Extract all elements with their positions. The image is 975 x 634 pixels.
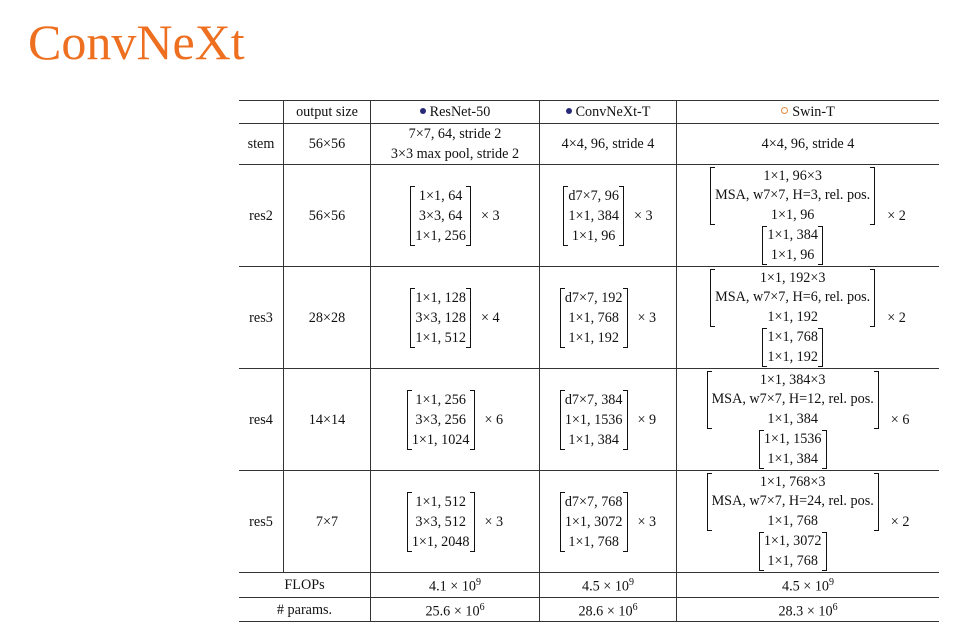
params-label: # params. [239, 597, 371, 622]
swin-a-line: MSA, w7×7, H=12, rel. pos. [711, 391, 874, 408]
bracket-corner [870, 224, 875, 225]
bracket-corner [623, 551, 628, 552]
bracket-corner [560, 390, 565, 391]
bracket-corner [822, 532, 827, 533]
resnet-line: 3×3, 256 [415, 411, 466, 428]
swin-a-block [710, 167, 875, 226]
convnext-multiplier: × 3 [637, 513, 657, 530]
bracket-corner [870, 326, 875, 327]
convnext-line: 1×1, 1536 [564, 411, 623, 428]
bracket-corner [560, 449, 565, 450]
table-row-res4 [239, 369, 939, 471]
resnet-line: 3×3, 64 [418, 207, 463, 224]
bracket-corner [874, 371, 879, 372]
bracket-corner [710, 326, 715, 327]
convnext-line: 1×1, 768 [568, 309, 619, 326]
convnext-line: 1×1, 192 [568, 329, 619, 346]
bracket-corner [466, 245, 471, 246]
bracket-corner [560, 551, 565, 552]
stage-label: res5 [239, 471, 284, 573]
header-resnet [371, 101, 540, 124]
stem-resnet-line1: 7×7, 64, stride 2 [408, 126, 502, 142]
bracket-corner [710, 269, 715, 270]
resnet-line: 1×1, 64 [418, 187, 463, 204]
convnext-block-group [560, 288, 656, 348]
swin-a-block [710, 269, 875, 328]
bracket-corner [623, 449, 628, 450]
bracket-corner [822, 430, 827, 431]
resnet-line: 1×1, 512 [415, 329, 466, 346]
swin-a-line: 1×1, 192×3 [759, 269, 826, 286]
table-row-res2 [239, 165, 939, 267]
bracket-corner [466, 288, 471, 289]
resnet-block-group [410, 288, 499, 348]
bracket-corner [874, 428, 879, 429]
swin-b-line: 1×1, 768 [767, 552, 818, 569]
bracket-corner [818, 226, 823, 227]
flops-exponent: 9 [629, 577, 635, 588]
params-resnet-value: 25.6 × 10 [425, 603, 480, 620]
swin-multiplier: × 2 [887, 310, 906, 326]
stage-resnet-cell [371, 267, 540, 369]
table-row-params [239, 597, 939, 622]
resnet-line: 1×1, 256 [415, 227, 466, 244]
swin-block-stack [710, 167, 875, 266]
swin-a-block [707, 371, 879, 430]
params-convnext-cell [540, 597, 677, 622]
swin-b-block [759, 532, 827, 571]
header-swin [677, 101, 940, 124]
bracket-corner [707, 530, 712, 531]
bracket-corner [623, 288, 628, 289]
bracket-corner [466, 347, 471, 348]
stage-swin-cell [677, 267, 940, 369]
swin-block-group [710, 167, 906, 266]
convnext-line: 1×1, 768 [568, 533, 619, 550]
bracket-corner [560, 347, 565, 348]
convnext-line: 1×1, 384 [568, 207, 619, 224]
bracket-corner [623, 492, 628, 493]
swin-multiplier: × 6 [890, 412, 910, 428]
bracket-corner [470, 390, 475, 391]
stem-size: 56×56 [284, 124, 371, 165]
bracket-corner [762, 366, 767, 367]
convnext-block [560, 288, 628, 348]
bracket-corner [818, 328, 823, 329]
swin-a-line: 1×1, 384 [767, 410, 818, 427]
bracket-corner [707, 371, 712, 372]
params-exponent: 6 [832, 601, 838, 613]
bracket-corner [707, 473, 712, 474]
swin-a-block [707, 473, 879, 532]
page-title: ConvNeXt [28, 14, 245, 70]
bracket-corner [762, 226, 767, 227]
flops-convnext-value: 4.5 × 10 [581, 578, 630, 595]
hollow-dot-icon [781, 107, 788, 114]
convnext-line: d7×7, 192 [564, 289, 623, 306]
convnext-line: d7×7, 384 [564, 391, 623, 408]
bracket-corner [407, 449, 412, 450]
convnext-multiplier: × 9 [637, 411, 657, 428]
bracket-corner [410, 288, 415, 289]
swin-a-line: 1×1, 768×3 [759, 473, 826, 490]
stem-resnet [371, 124, 540, 165]
stage-output-size: 7×7 [284, 471, 371, 573]
table-row-res3 [239, 267, 939, 369]
filled-dot-icon [420, 108, 426, 114]
resnet-block [410, 186, 471, 246]
bracket-corner [619, 245, 624, 246]
resnet-block [407, 390, 475, 450]
stage-convnext-cell [540, 471, 677, 573]
convnext-line: 1×1, 384 [568, 431, 619, 448]
stage-label: res2 [239, 165, 284, 267]
stage-resnet-cell [371, 165, 540, 267]
filled-dot-icon [566, 108, 572, 114]
swin-a-line: MSA, w7×7, H=3, rel. pos. [715, 187, 871, 204]
params-exponent: 6 [632, 601, 638, 613]
header-resnet-label: ResNet-50 [429, 104, 491, 120]
bracket-corner [410, 186, 415, 187]
bracket-corner [410, 245, 415, 246]
resnet-line: 1×1, 2048 [411, 533, 470, 550]
flops-label: FLOPs [239, 573, 371, 598]
convnext-line: d7×7, 96 [568, 187, 619, 204]
header-swin-label: Swin-T [792, 104, 835, 120]
bracket-corner [762, 328, 767, 329]
bracket-corner [560, 288, 565, 289]
bracket-corner [822, 468, 827, 469]
resnet-block [407, 492, 475, 552]
swin-b-line: 1×1, 768 [767, 329, 818, 346]
bracket-corner [619, 186, 624, 187]
swin-a-line: 1×1, 96 [770, 206, 815, 223]
flops-convnext-cell [540, 573, 677, 598]
header-convnext [540, 101, 677, 124]
convnext-block-group [563, 186, 652, 246]
flops-exponent: 9 [829, 577, 835, 588]
params-resnet-cell [371, 597, 540, 622]
swin-b-line: 1×1, 192 [767, 348, 818, 365]
bracket-corner [759, 532, 764, 533]
convnext-block [563, 186, 624, 246]
resnet-multiplier: × 3 [480, 207, 500, 224]
swin-b-line: 1×1, 384 [767, 450, 818, 467]
bracket-corner [560, 492, 565, 493]
bracket-corner [563, 186, 568, 187]
convnext-multiplier: × 3 [633, 207, 653, 224]
resnet-line: 1×1, 128 [415, 289, 466, 306]
resnet-block-group [410, 186, 499, 246]
bracket-corner [710, 167, 715, 168]
stage-swin-cell [677, 471, 940, 573]
bracket-corner [818, 366, 823, 367]
swin-a-line: 1×1, 96×3 [763, 167, 822, 184]
header-output-size: output size [284, 101, 371, 124]
swin-a-line: MSA, w7×7, H=24, rel. pos. [711, 493, 874, 510]
stage-output-size: 28×28 [284, 267, 371, 369]
resnet-block [410, 288, 471, 348]
stem-swin: 4×4, 96, stride 4 [677, 124, 940, 165]
swin-block-stack [710, 269, 875, 368]
stem-convnext: 4×4, 96, stride 4 [540, 124, 677, 165]
resnet-multiplier: × 4 [480, 309, 500, 326]
convnext-block [560, 492, 628, 552]
resnet-multiplier: × 3 [484, 513, 504, 530]
stage-swin-cell [677, 165, 940, 267]
bracket-corner [759, 570, 764, 571]
flops-exponent: 9 [476, 577, 482, 588]
header-convnext-label: ConvNeXt-T [575, 104, 651, 120]
convnext-block [560, 390, 628, 450]
bracket-corner [623, 390, 628, 391]
bracket-corner [623, 347, 628, 348]
resnet-line: 1×1, 256 [415, 391, 466, 408]
resnet-line: 1×1, 512 [415, 493, 466, 510]
bracket-corner [870, 167, 875, 168]
bracket-corner [470, 492, 475, 493]
convnext-block-group [560, 492, 656, 552]
stage-label: res3 [239, 267, 284, 369]
resnet-block-group [407, 390, 503, 450]
stage-convnext-cell [540, 369, 677, 471]
swin-block-group [707, 473, 910, 572]
bracket-corner [707, 428, 712, 429]
convnext-line: 1×1, 3072 [564, 513, 623, 530]
resnet-line: 3×3, 512 [415, 513, 466, 530]
bracket-corner [410, 347, 415, 348]
flops-resnet-value: 4.1 × 10 [428, 578, 477, 595]
swin-multiplier: × 2 [890, 514, 910, 530]
flops-swin-value: 4.5 × 10 [781, 578, 830, 595]
swin-block-group [710, 269, 906, 368]
params-swin-cell [677, 597, 940, 622]
bracket-corner [470, 449, 475, 450]
resnet-block-group [407, 492, 503, 552]
stage-convnext-cell [540, 165, 677, 267]
table-row-res5 [239, 471, 939, 573]
stage-convnext-cell [540, 267, 677, 369]
swin-block-group [707, 371, 910, 470]
stage-swin-cell [677, 369, 940, 471]
stage-output-size: 56×56 [284, 165, 371, 267]
swin-b-block [762, 328, 823, 367]
bracket-corner [759, 430, 764, 431]
params-convnext-value: 28.6 × 10 [578, 603, 633, 620]
swin-a-line: 1×1, 768 [767, 512, 818, 529]
bracket-corner [874, 530, 879, 531]
table-header-row [239, 101, 939, 124]
bracket-corner [466, 186, 471, 187]
flops-resnet-cell [371, 573, 540, 598]
bracket-corner [870, 269, 875, 270]
bracket-corner [407, 551, 412, 552]
swin-b-line: 1×1, 96 [770, 246, 815, 263]
bracket-corner [563, 245, 568, 246]
flops-swin-cell [677, 573, 940, 598]
params-swin-value: 28.3 × 10 [778, 603, 833, 620]
convnext-line: 1×1, 96 [571, 227, 616, 244]
swin-block-stack [707, 371, 879, 470]
convnext-block-group [560, 390, 656, 450]
bracket-corner [762, 264, 767, 265]
bracket-corner [407, 390, 412, 391]
swin-b-line: 1×1, 1536 [763, 431, 822, 448]
stage-label: res4 [239, 369, 284, 471]
params-exponent: 6 [479, 601, 485, 613]
bracket-corner [470, 551, 475, 552]
swin-a-line: MSA, w7×7, H=6, rel. pos. [715, 289, 871, 306]
convnext-line: d7×7, 768 [564, 493, 623, 510]
bracket-corner [759, 468, 764, 469]
bracket-corner [407, 492, 412, 493]
stage-output-size: 14×14 [284, 369, 371, 471]
stage-resnet-cell [371, 369, 540, 471]
swin-a-line: 1×1, 192 [767, 308, 818, 325]
swin-block-stack [707, 473, 879, 572]
bracket-corner [822, 570, 827, 571]
stage-resnet-cell [371, 471, 540, 573]
bracket-corner [874, 473, 879, 474]
swin-a-line: 1×1, 384×3 [759, 371, 826, 388]
swin-b-block [759, 430, 827, 469]
architecture-table [239, 100, 939, 622]
swin-b-line: 1×1, 3072 [763, 533, 822, 550]
bracket-corner [710, 224, 715, 225]
swin-b-block [762, 226, 823, 265]
stem-label: stem [239, 124, 284, 165]
resnet-multiplier: × 6 [484, 411, 504, 428]
swin-multiplier: × 2 [887, 208, 906, 224]
stem-resnet-line2: 3×3 max pool, stride 2 [390, 146, 520, 162]
bracket-corner [818, 264, 823, 265]
resnet-line: 3×3, 128 [415, 309, 466, 326]
table-row-flops [239, 573, 939, 598]
table-row-stem [239, 124, 939, 165]
swin-b-line: 1×1, 384 [767, 227, 818, 244]
convnext-multiplier: × 3 [637, 309, 657, 326]
resnet-line: 1×1, 1024 [411, 431, 470, 448]
header-empty [239, 101, 284, 124]
